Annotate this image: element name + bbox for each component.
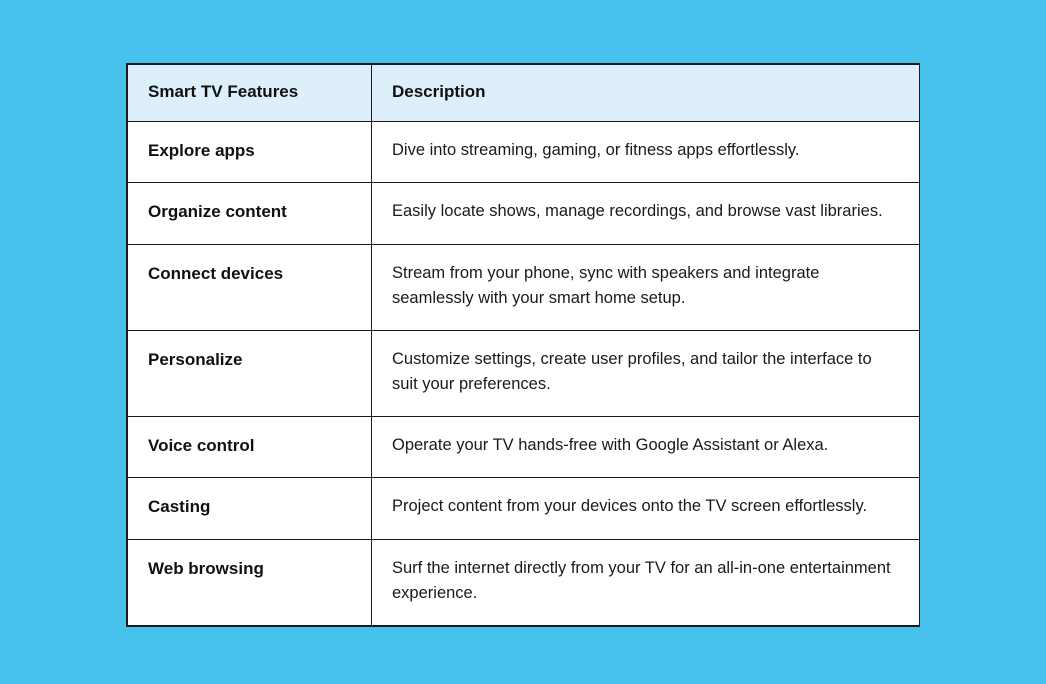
feature-name: Personalize: [128, 330, 372, 416]
smart-tv-features-table: [127, 64, 920, 626]
table-header: [128, 65, 920, 122]
table-row: [128, 183, 920, 244]
feature-description: Operate your TV hands-free with Google Assistant or Alexa.: [372, 417, 920, 478]
feature-name: Connect devices: [128, 244, 372, 330]
feature-name: Voice control: [128, 417, 372, 478]
feature-description: Customize settings, create user profiles, and tailor the interface to suit your preferences.: [372, 330, 920, 416]
column-header-description: Description: [372, 65, 920, 122]
features-table-container: [126, 63, 920, 627]
feature-name: Organize content: [128, 183, 372, 244]
feature-description: Stream from your phone, sync with speakers and integrate seamlessly with your smart home setup.: [372, 244, 920, 330]
feature-name: Web browsing: [128, 539, 372, 625]
table-row: [128, 417, 920, 478]
feature-name: Explore apps: [128, 122, 372, 183]
table-row: [128, 478, 920, 539]
feature-description: Easily locate shows, manage recordings, and browse vast libraries.: [372, 183, 920, 244]
table-body: [128, 122, 920, 626]
table-row: [128, 122, 920, 183]
table-row: [128, 330, 920, 416]
table-row: [128, 539, 920, 625]
column-header-features: Smart TV Features: [128, 65, 372, 122]
table-row: [128, 244, 920, 330]
feature-description: Project content from your devices onto the TV screen effortlessly.: [372, 478, 920, 539]
feature-name: Casting: [128, 478, 372, 539]
feature-description: Dive into streaming, gaming, or fitness apps effortlessly.: [372, 122, 920, 183]
table-header-row: [128, 65, 920, 122]
feature-description: Surf the internet directly from your TV for an all-in-one entertainment experience.: [372, 539, 920, 625]
